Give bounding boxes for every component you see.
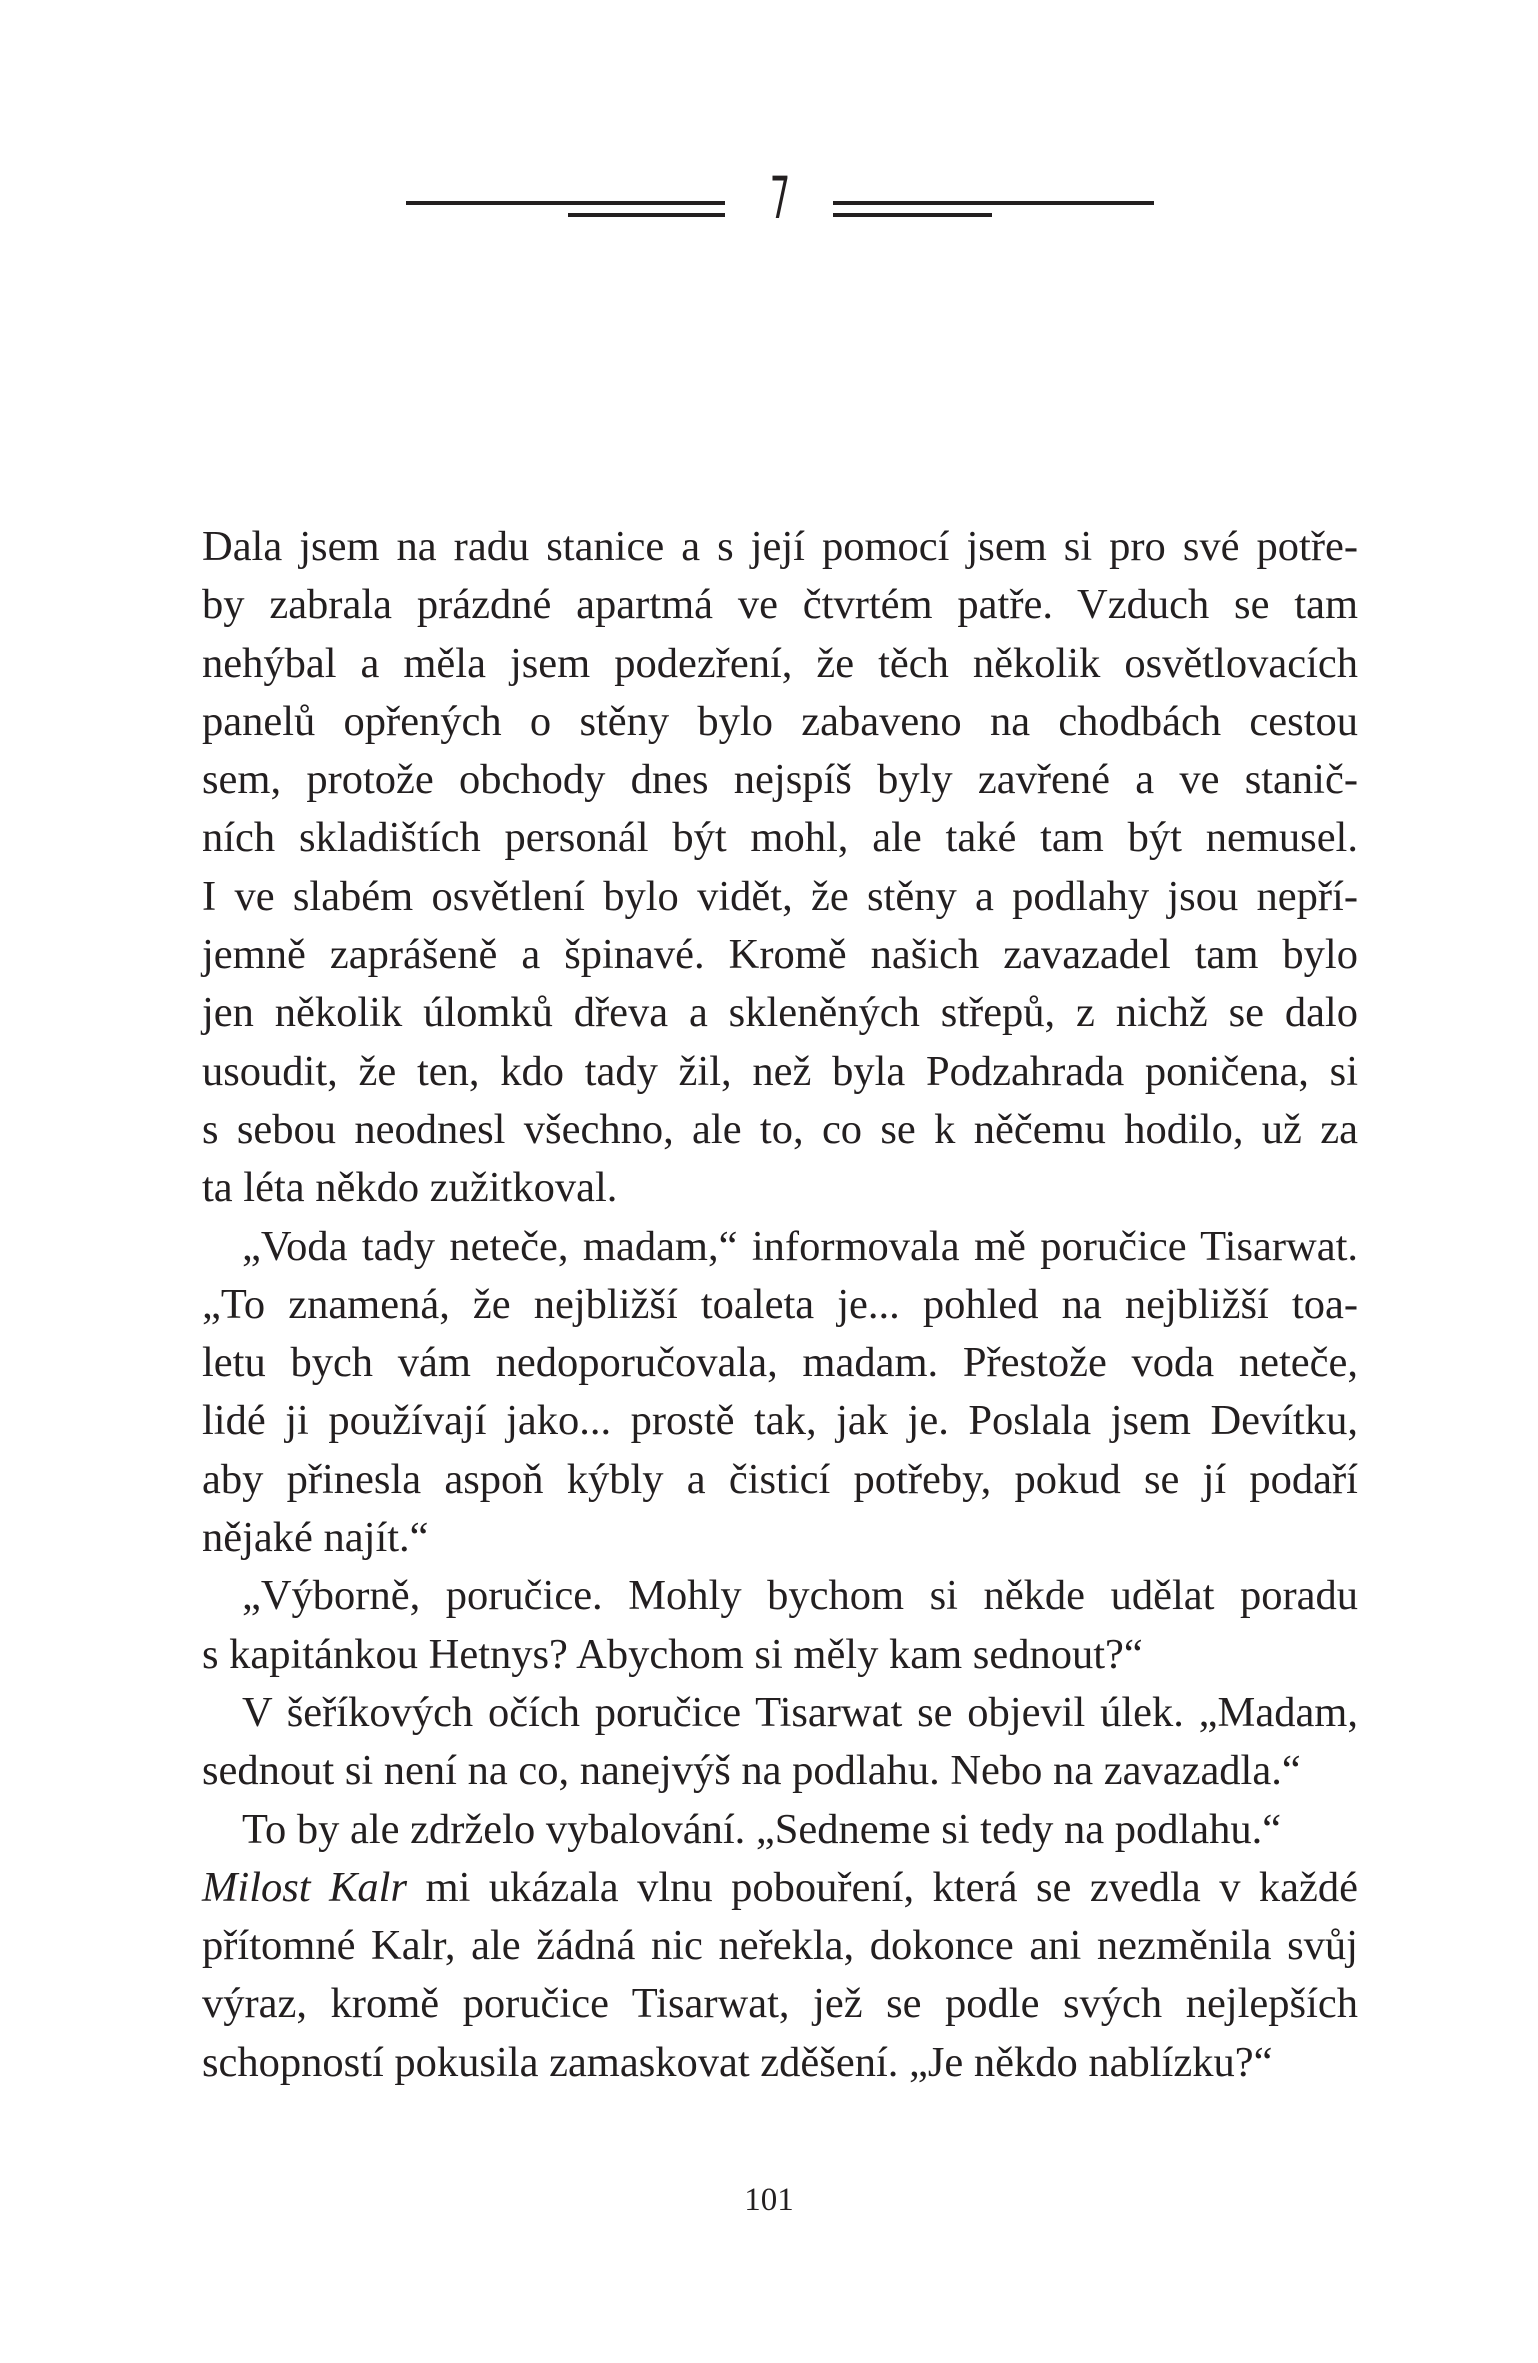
text-line: Milost Kalr mi ukázala vlnu pobouření, která se zvedla v každé [202, 1863, 1359, 1911]
ornament-right-long-rule [833, 201, 1154, 205]
text-line: by zabrala prázdné apartmá ve čtvrtém patře. Vzduch se tam [202, 581, 1358, 629]
text-line: jen několik úlomků dřeva a skleněných střepů, z nichž se dalo [202, 989, 1358, 1037]
text-line: usoudit, že ten, kdo tady žil, než byla Podzahrada poničena, si [202, 1047, 1358, 1095]
text-line: s sebou neodnesl všechno, ale to, co se k něčemu hodilo, už za [202, 1105, 1358, 1153]
text-line: „Voda tady neteče, madam,“ informovala mě poručice Tisarwat. [242, 1222, 1358, 1270]
text-line: přítomné Kalr, ale žádná nic neřekla, dokonce ani nezměnila svůj [202, 1922, 1358, 1970]
text-line: panelů opřených o stěny bylo zabaveno na chodbách cestou [202, 697, 1358, 745]
text-line: aby přinesla aspoň kýbly a čisticí potřeby, pokud se jí podaří [202, 1455, 1358, 1503]
text-line: lidé ji používají jako... prostě tak, jak je. Poslala jsem Devítku, [202, 1397, 1358, 1445]
body-text [202, 518, 1358, 2092]
text-line: výraz, kromě poručice Tisarwat, jež se podle svých nejlepších [202, 1980, 1358, 2028]
text-line: nehýbal a měla jsem podezření, že těch několik osvětlovacích [202, 639, 1358, 687]
ornament-right-short-rule [833, 213, 992, 217]
text-line: I ve slabém osvětlení bylo vidět, že stěny a podlahy jsou nepří- [202, 872, 1358, 920]
text-line: s kapitánkou Hetnys? Abychom si měly kam sednout?“ [202, 1630, 1143, 1678]
text-line: nějaké najít.“ [202, 1514, 429, 1562]
ornament-left-long-rule [406, 201, 725, 205]
italic-ship-name: Milost Kalr [202, 1863, 408, 1911]
page-number: 101 [744, 2182, 794, 2218]
text-line: To by ale zdrželo vybalování. „Sedneme si tedy na podlahu.“ [242, 1805, 1282, 1853]
ornament-left-short-rule [568, 213, 725, 217]
text-line: sednout si není na co, nanejvýš na podlahu. Nebo na zavazadla.“ [202, 1747, 1301, 1795]
text-line: Dala jsem na radu stanice a s její pomocí jsem si pro své potře- [202, 523, 1358, 570]
text-line: „To znamená, že nejbližší toaleta je... pohled na nejbližší toa- [202, 1280, 1358, 1328]
chapter-number: 7 [769, 164, 791, 232]
text-line: ta léta někdo zužitkoval. [202, 1164, 618, 1212]
text-line: V šeříkových očích poručice Tisarwat se objevil úlek. „Madam, [242, 1688, 1358, 1736]
text-line: schopností pokusila zamaskovat zděšení. „Je někdo nablízku?“ [202, 2038, 1273, 2086]
text-line: „Výborně, poručice. Mohly bychom si někde udělat poradu [242, 1572, 1358, 1620]
text-line: ních skladištích personál být mohl, ale také tam být nemusel. [202, 814, 1358, 862]
text-line: letu bych vám nedoporučovala, madam. Přestože voda neteče, [202, 1339, 1358, 1387]
text-line: jemně zaprášeně a špinavé. Kromě našich zavazadel tam bylo [202, 931, 1358, 979]
text-line: sem, protože obchody dnes nejspíš byly zavřené a ve stanič- [202, 756, 1358, 804]
